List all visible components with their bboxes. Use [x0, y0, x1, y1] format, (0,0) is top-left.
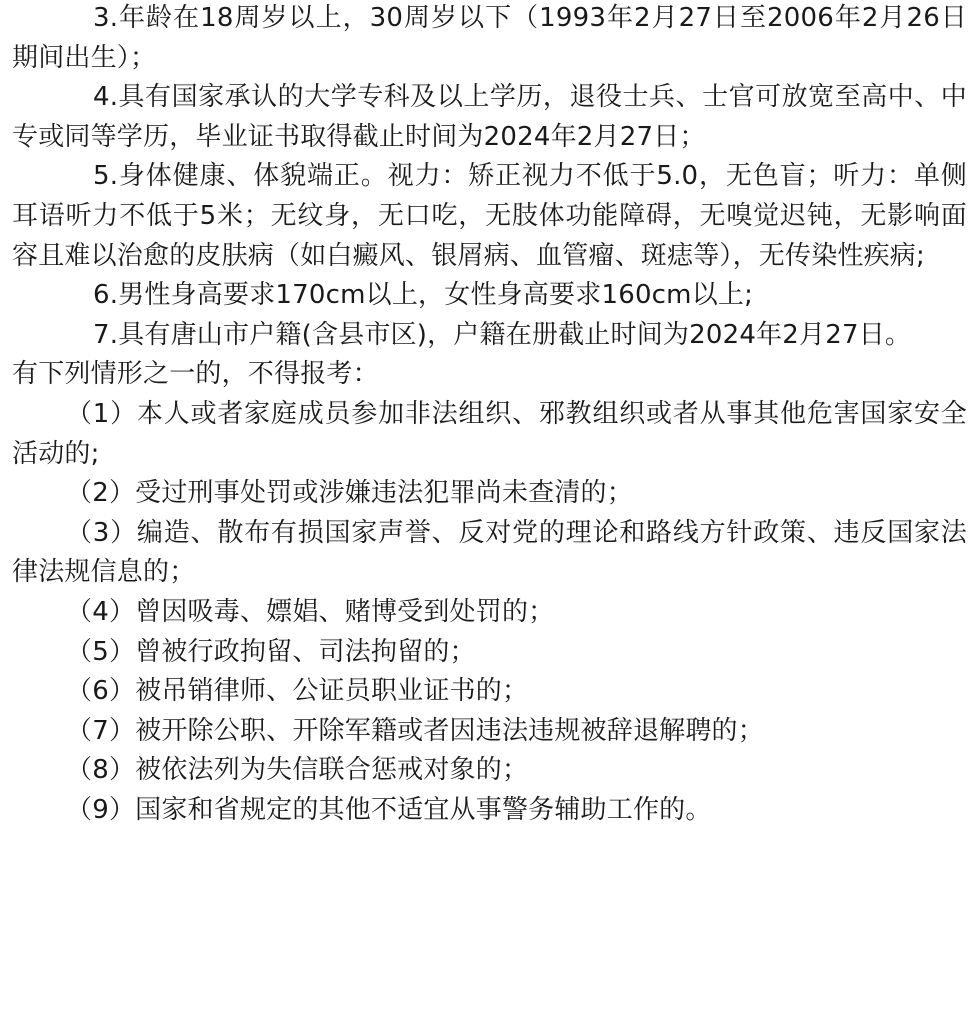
disqualification-item-3: （3）编造、散布有损国家声誉、反对党的理论和路线方针政策、违反国家法律法规信息的； [12, 517, 967, 588]
requirement-age: 3.年龄在18周岁以上，30周岁以下（1993年2月27日至2006年2月26日期间出生）； [12, 3, 967, 73]
disqualification-item-8: （8）被依法列为失信联合惩戒对象的； [66, 755, 529, 786]
disqualification-item-7: （7）被开除公职、开除军籍或者因违法违规被辞退解聘的； [66, 715, 764, 746]
requirement-education: 4.具有国家承认的大学专科及以上学历，退役士兵、士官可放宽至高中、中专或同等学历，毕业证书取得截止时间为2024年2月27日； [12, 82, 967, 152]
requirement-health: 5.身体健康、体貌端正。视力：矫正视力不低于5.0，无色盲；听力：单侧耳语听力不低于5米；无纹身，无口吃，无肢体功能障碍，无嗅觉迟钝，无影响面容且难以治愈的皮肤病（如白癜风、银屑病、血管瘤、斑痣等），无传染性疾病; [12, 161, 967, 271]
disqualification-item-2: （2）受过刑事处罚或涉嫌违法犯罪尚未查清的； [66, 478, 633, 509]
requirement-residence: 7.具有唐山市户籍(含县市区)，户籍在册截止时间为2024年2月27日。 [93, 319, 912, 350]
requirement-height: 6.男性身高要求170cm以上，女性身高要求160cm以上; [93, 280, 754, 311]
disqualification-item-4: （4）曾因吸毒、嫖娼、赌博受到处罚的； [66, 596, 555, 627]
disqualification-item-1: （1）本人或者家庭成员参加非法组织、邪教组织或者从事其他危害国家安全活动的; [12, 398, 967, 469]
disqualification-item-6: （6）被吊销律师、公证员职业证书的； [66, 676, 529, 707]
disqualification-item-5: （5）曾被行政拘留、司法拘留的； [66, 636, 476, 667]
disqualifications-heading: 有下列情形之一的，不得报考： [12, 359, 379, 390]
disqualification-item-9: （9）国家和省规定的其他不适宜从事警务辅助工作的。 [66, 794, 712, 825]
document-body [12, 0, 967, 830]
